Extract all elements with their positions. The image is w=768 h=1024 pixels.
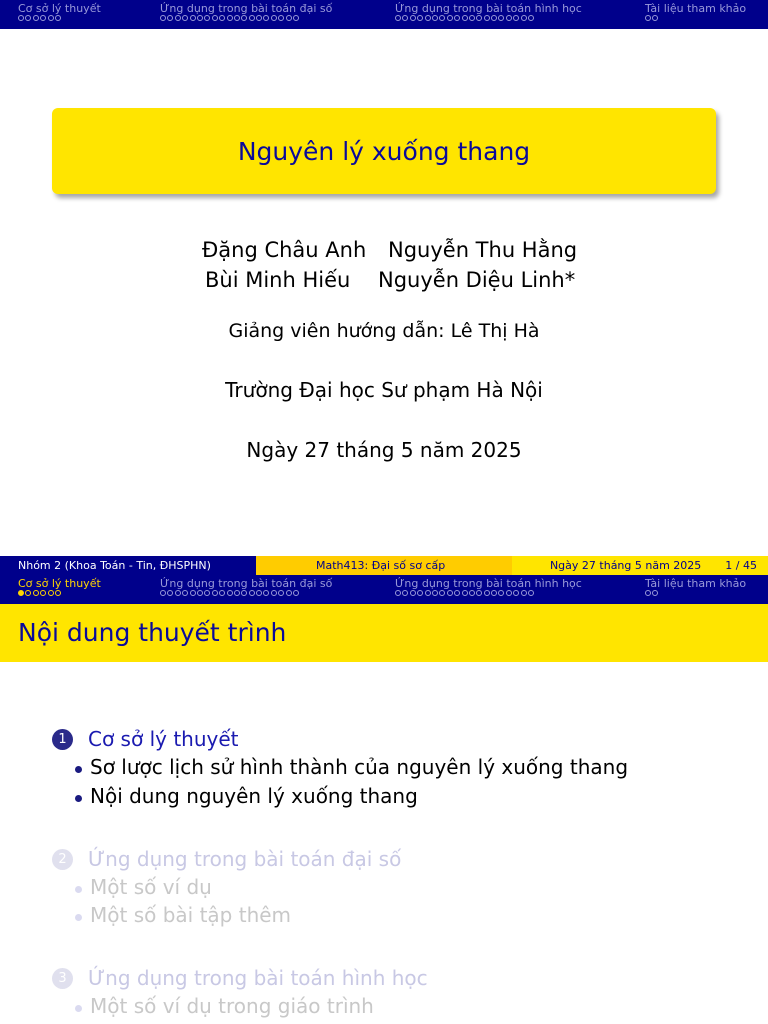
footer-date-page	[512, 556, 768, 575]
nav-dot-icon[interactable]	[55, 15, 61, 21]
subsection-item[interactable]	[90, 755, 628, 779]
date: Ngày 27 tháng 5 năm 2025	[246, 438, 522, 462]
nav-dot-icon[interactable]	[197, 15, 203, 21]
nav-dot-icon[interactable]	[402, 590, 408, 596]
nav-dot-icon[interactable]	[256, 590, 262, 596]
nav-dot-icon[interactable]	[484, 15, 490, 21]
subsection-label: Một số bài tập thêm	[90, 903, 292, 927]
footer-group: Nhóm 2 (Khoa Toán - Tin, ĐHSPHN)	[0, 556, 256, 575]
nav-dot-icon[interactable]	[271, 590, 277, 596]
nav-dot-icon[interactable]	[25, 590, 31, 596]
nav-dot-icon[interactable]	[402, 15, 408, 21]
presentation-title: Nguyên lý xuống thang	[237, 136, 531, 166]
nav-dot-icon[interactable]	[25, 15, 31, 21]
nav-dot-icon[interactable]	[18, 15, 24, 21]
nav-dot-icon[interactable]	[417, 590, 423, 596]
advisor: Giảng viên hướng dẫn: Lê Thị Hà	[228, 320, 540, 342]
nav-dot-icon[interactable]	[395, 15, 401, 21]
section-title[interactable]: Ứng dụng trong bài toán hình học	[88, 966, 428, 990]
nav-dot-icon[interactable]	[241, 15, 247, 21]
section-nav-bar	[0, 0, 768, 29]
nav-section-co-so[interactable]: Cơ sở lý thuyết	[18, 2, 101, 15]
nav-dot-icon[interactable]	[286, 15, 292, 21]
nav-dot-icon[interactable]	[263, 590, 269, 596]
nav-dot-icon[interactable]	[425, 590, 431, 596]
nav-dot-icon[interactable]	[447, 590, 453, 596]
nav-dot-icon[interactable]	[286, 590, 292, 596]
nav-dot-icon[interactable]	[278, 15, 284, 21]
section-nav-bar	[0, 575, 768, 604]
nav-dot-icon[interactable]	[410, 590, 416, 596]
nav-dot-icon[interactable]	[241, 590, 247, 596]
nav-dot-icon[interactable]	[256, 15, 262, 21]
nav-dot-icon[interactable]	[425, 15, 431, 21]
section-number-badge: 1	[52, 729, 73, 750]
nav-dots-tai-lieu[interactable]	[645, 590, 660, 596]
nav-dots-co-so[interactable]	[18, 590, 62, 596]
nav-dot-icon[interactable]	[48, 590, 54, 596]
nav-dot-icon[interactable]	[160, 15, 166, 21]
nav-dot-icon[interactable]	[528, 590, 534, 596]
nav-dot-icon[interactable]	[167, 15, 173, 21]
nav-dot-icon[interactable]	[652, 15, 658, 21]
nav-dot-icon[interactable]	[204, 15, 210, 21]
section-title[interactable]: Cơ sở lý thuyết	[88, 727, 239, 751]
frame-title: Nội dung thuyết trình	[18, 618, 287, 647]
nav-dot-icon[interactable]	[190, 590, 196, 596]
nav-dot-icon[interactable]	[454, 590, 460, 596]
nav-dot-icon[interactable]	[432, 590, 438, 596]
nav-dot-icon[interactable]	[227, 590, 233, 596]
nav-dot-icon[interactable]	[48, 15, 54, 21]
nav-dot-icon[interactable]	[410, 15, 416, 21]
author-name: Bùi Minh Hiếu	[205, 268, 351, 292]
section-number-badge: 2	[52, 849, 73, 870]
nav-section-hinh-hoc[interactable]: Ứng dụng trong bài toán hình học	[395, 577, 582, 590]
nav-dot-icon[interactable]	[439, 590, 445, 596]
bullet-icon	[75, 886, 82, 893]
nav-dot-icon[interactable]	[513, 590, 519, 596]
nav-dot-icon[interactable]	[212, 15, 218, 21]
nav-dot-icon[interactable]	[491, 15, 497, 21]
nav-dot-icon[interactable]	[175, 590, 181, 596]
subsection-item[interactable]	[90, 784, 418, 808]
nav-dot-icon[interactable]	[182, 15, 188, 21]
nav-dot-icon[interactable]	[40, 15, 46, 21]
nav-dot-icon[interactable]	[33, 15, 39, 21]
nav-dot-icon[interactable]	[234, 15, 240, 21]
nav-dot-icon[interactable]	[219, 590, 225, 596]
nav-dot-icon[interactable]	[182, 590, 188, 596]
nav-dot-icon[interactable]	[190, 15, 196, 21]
nav-dot-icon[interactable]	[197, 590, 203, 596]
subsection-label: Sơ lược lịch sử hình thành của nguyên lý xuống thang	[90, 755, 629, 779]
subsection-label: Một số ví dụ	[90, 875, 212, 899]
institute: Trường Đại học Sư phạm Hà Nội	[225, 378, 543, 402]
nav-dot-icon[interactable]	[498, 590, 504, 596]
footer-date: Ngày 27 tháng 5 năm 2025	[549, 559, 702, 572]
nav-dot-icon[interactable]	[491, 590, 497, 596]
nav-dot-icon[interactable]	[175, 15, 181, 21]
subsection-item[interactable]	[90, 875, 212, 899]
subsection-item[interactable]	[90, 994, 374, 1018]
frame-title-bar	[0, 604, 768, 662]
nav-dot-icon[interactable]	[167, 590, 173, 596]
nav-dot-icon[interactable]	[249, 590, 255, 596]
nav-dots-hinh-hoc[interactable]	[395, 590, 535, 596]
nav-dot-icon[interactable]	[652, 590, 658, 596]
nav-dot-icon[interactable]	[271, 15, 277, 21]
nav-dot-icon[interactable]	[278, 590, 284, 596]
nav-dot-icon[interactable]	[476, 590, 482, 596]
nav-dot-icon[interactable]	[521, 15, 527, 21]
nav-dot-icon[interactable]	[469, 590, 475, 596]
bullet-icon	[75, 914, 82, 921]
nav-dot-icon[interactable]	[417, 15, 423, 21]
section-title[interactable]: Ứng dụng trong bài toán đại số	[88, 847, 402, 871]
outline-slide	[0, 575, 768, 1024]
nav-dot-icon[interactable]	[204, 590, 210, 596]
nav-dot-icon[interactable]	[432, 15, 438, 21]
nav-dots-co-so[interactable]	[18, 15, 62, 21]
author-name: Nguyễn Diệu Linh*	[378, 268, 576, 292]
nav-dot-icon[interactable]	[33, 590, 39, 596]
nav-dot-icon[interactable]	[249, 15, 255, 21]
nav-dot-icon[interactable]	[40, 590, 46, 596]
title-box	[52, 108, 716, 194]
subsection-item[interactable]	[90, 903, 291, 927]
nav-dot-icon[interactable]	[645, 15, 651, 21]
nav-dot-icon[interactable]	[227, 15, 233, 21]
nav-dot-icon[interactable]	[484, 590, 490, 596]
nav-section-tai-lieu[interactable]: Tài liệu tham khảo	[645, 577, 747, 590]
nav-dot-icon[interactable]	[513, 15, 519, 21]
footer-bar	[0, 556, 768, 575]
nav-section-hinh-hoc[interactable]: Ứng dụng trong bài toán hình học	[395, 2, 582, 15]
nav-section-dai-so[interactable]: Ứng dụng trong bài toán đại số	[160, 2, 333, 15]
bullet-icon	[75, 766, 82, 773]
nav-dot-icon[interactable]	[506, 590, 512, 596]
nav-section-dai-so[interactable]: Ứng dụng trong bài toán đại số	[160, 577, 333, 590]
nav-section-co-so[interactable]: Cơ sở lý thuyết	[18, 577, 101, 590]
nav-dot-icon[interactable]	[219, 15, 225, 21]
nav-dot-icon[interactable]	[476, 15, 482, 21]
page-number[interactable]: 1 / 45	[725, 559, 757, 572]
nav-dot-icon[interactable]	[528, 15, 534, 21]
nav-dot-icon[interactable]	[263, 15, 269, 21]
nav-dot-icon[interactable]	[506, 15, 512, 21]
nav-dot-icon[interactable]	[645, 590, 651, 596]
nav-dot-icon[interactable]	[55, 590, 61, 596]
nav-dots-hinh-hoc[interactable]	[395, 15, 535, 21]
nav-dot-icon[interactable]	[234, 590, 240, 596]
subsection-label: Nội dung nguyên lý xuống thang	[90, 784, 418, 808]
nav-dot-icon[interactable]	[462, 15, 468, 21]
nav-dot-icon[interactable]	[395, 590, 401, 596]
author-name: Đặng Châu Anh	[202, 238, 367, 262]
nav-dots-dai-so[interactable]	[160, 15, 300, 21]
nav-dot-icon[interactable]	[462, 590, 468, 596]
nav-dot-icon[interactable]	[212, 590, 218, 596]
nav-dot-icon[interactable]	[160, 590, 166, 596]
nav-dot-icon[interactable]	[18, 590, 24, 596]
nav-dot-icon[interactable]	[521, 590, 527, 596]
nav-dot-icon[interactable]	[447, 15, 453, 21]
nav-dot-icon[interactable]	[293, 15, 299, 21]
bullet-icon	[75, 795, 82, 802]
nav-dot-icon[interactable]	[293, 590, 299, 596]
nav-dots-tai-lieu[interactable]	[645, 15, 660, 21]
author-name: Nguyễn Thu Hằng	[388, 238, 578, 262]
section-number-badge: 3	[52, 968, 73, 989]
nav-dot-icon[interactable]	[498, 15, 504, 21]
nav-section-tai-lieu[interactable]: Tài liệu tham khảo	[645, 2, 747, 15]
nav-dot-icon[interactable]	[469, 15, 475, 21]
bullet-icon	[75, 1005, 82, 1012]
subsection-label: Một số ví dụ trong giáo trình	[90, 994, 374, 1018]
nav-dots-dai-so[interactable]	[160, 590, 300, 596]
nav-dot-icon[interactable]	[454, 15, 460, 21]
nav-dot-icon[interactable]	[439, 15, 445, 21]
footer-course: Math413: Đại số sơ cấp	[256, 556, 512, 575]
